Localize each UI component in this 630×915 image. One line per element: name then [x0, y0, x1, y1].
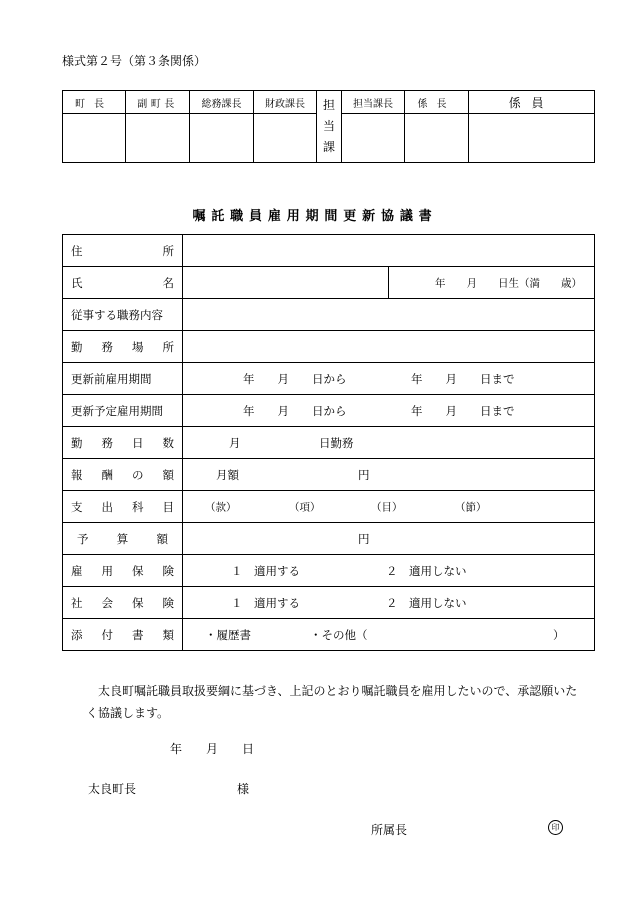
budget-kan: （款） — [205, 501, 237, 513]
label-text: 従事する職務内容 — [71, 307, 163, 322]
label-char: 支 — [71, 499, 83, 514]
form-row-previous-period — [63, 363, 595, 395]
row-label — [63, 267, 183, 299]
form-row-address — [63, 235, 595, 267]
period-to: 年 月 日まで — [411, 403, 515, 418]
approval-header-chief — [405, 91, 469, 114]
approval-header-label: 副町長 — [137, 98, 178, 110]
work-days: 日勤務 — [319, 435, 354, 450]
department-head-label: 所属長 — [371, 823, 408, 837]
label-text — [71, 435, 174, 451]
budget-setsu: （節） — [455, 501, 487, 513]
form-row-workplace — [63, 331, 595, 363]
label-char: の — [132, 467, 144, 482]
label-char: 所 — [162, 339, 174, 354]
form-table — [62, 234, 595, 651]
period-from: 年 月 日から — [243, 403, 347, 418]
label-char: 算 — [116, 531, 129, 546]
attachments-field[interactable] — [183, 619, 595, 651]
stamp-box[interactable] — [405, 114, 469, 163]
row-label — [63, 299, 183, 331]
stamp-box[interactable] — [469, 114, 595, 163]
label-char: 名 — [162, 275, 174, 290]
label-char: 書 — [132, 627, 144, 642]
row-label — [63, 587, 183, 619]
stamp-box[interactable] — [342, 114, 405, 163]
budget-kou: （項） — [289, 501, 321, 513]
approval-table — [62, 90, 595, 163]
label-char: 保 — [132, 595, 144, 610]
approval-header-town-head — [63, 91, 126, 114]
label-char: 日 — [132, 435, 144, 450]
work-month: 月 — [229, 435, 241, 450]
label-char: 予 — [77, 531, 89, 546]
social-insurance-field[interactable] — [183, 587, 595, 619]
approval-header-label: 係員 — [508, 95, 555, 110]
label-text — [71, 595, 174, 611]
row-label — [63, 363, 183, 395]
period-from: 年 月 日から — [243, 371, 347, 386]
label-text — [71, 339, 174, 355]
form-row-social-insurance — [63, 587, 595, 619]
approval-header-label: 係長 — [417, 98, 456, 110]
vertical-char: 担 — [322, 98, 335, 112]
label-char: 場 — [132, 339, 144, 354]
approval-header-label: 総務課長 — [201, 98, 242, 110]
stamp-box[interactable] — [190, 114, 254, 163]
approval-header-label: 担当課長 — [353, 98, 393, 110]
label-char: 数 — [162, 435, 174, 450]
label-char: 額 — [162, 467, 174, 482]
label-char: 会 — [101, 595, 113, 610]
label-text — [71, 627, 174, 643]
employment-insurance-field[interactable] — [183, 555, 595, 587]
row-label — [63, 235, 183, 267]
approval-header-deputy-head — [126, 91, 190, 114]
name-field[interactable] — [183, 267, 389, 299]
row-label — [63, 619, 183, 651]
planned-period-field[interactable] — [183, 395, 595, 427]
form-row-budget-item — [63, 491, 595, 523]
row-label — [63, 555, 183, 587]
form-row-planned-period — [63, 395, 595, 427]
approval-header-finance — [254, 91, 317, 114]
label-char: 務 — [101, 435, 113, 450]
option-not-apply[interactable]: ２ 適用しない — [386, 595, 467, 610]
form-row-duties — [63, 299, 595, 331]
label-char: 務 — [101, 339, 113, 354]
approval-header-label: 財政課長 — [265, 98, 305, 110]
row-label — [63, 427, 183, 459]
honorific: 様 — [237, 782, 250, 796]
row-label — [63, 331, 183, 363]
label-char: 類 — [162, 627, 174, 642]
workplace-field[interactable] — [183, 331, 595, 363]
label-char: 目 — [162, 499, 174, 514]
budget-moku: （目） — [371, 501, 403, 513]
period-to: 年 月 日まで — [411, 371, 515, 386]
budget-item-field[interactable] — [183, 491, 595, 523]
form-number: 様式第２号（第３条関係） — [62, 54, 207, 68]
birthdate-text: 年 月 日生（満 歳） — [435, 277, 582, 289]
stamp-box[interactable] — [254, 114, 317, 163]
label-char: 勤 — [71, 435, 83, 450]
label-text: 更新予定雇用期間 — [71, 403, 163, 418]
approval-vertical-label — [317, 91, 342, 163]
label-text — [71, 467, 174, 483]
work-days-field[interactable] — [183, 427, 595, 459]
attachment-other: ・その他（ — [310, 627, 368, 642]
form-row-employment-insurance — [63, 555, 595, 587]
option-not-apply[interactable]: ２ 適用しない — [386, 563, 467, 578]
label-char: 氏 — [71, 275, 83, 290]
label-char: 雇 — [71, 563, 83, 578]
previous-period-field[interactable] — [183, 363, 595, 395]
row-label — [63, 491, 183, 523]
approval-header-staff — [469, 91, 595, 114]
row-label — [63, 459, 183, 491]
label-char: 用 — [101, 563, 113, 578]
form-row-budget-amount — [63, 523, 595, 555]
vertical-char: 課 — [322, 140, 335, 154]
option-apply[interactable]: １ 適用する — [231, 563, 300, 578]
label-char: 勤 — [71, 339, 83, 354]
remuneration-field[interactable] — [183, 459, 595, 491]
yen-unit: 円 — [358, 467, 370, 482]
stamp-box[interactable] — [63, 114, 126, 163]
label-char: 所 — [162, 243, 174, 258]
row-label — [63, 523, 183, 555]
attachment-close-paren: ） — [553, 627, 565, 642]
label-text — [71, 563, 174, 579]
label-char: 付 — [101, 627, 113, 642]
label-text — [71, 499, 174, 515]
label-char: 添 — [71, 627, 83, 642]
label-char: 険 — [162, 563, 174, 578]
label-text: 更新前雇用期間 — [71, 371, 152, 386]
label-char: 出 — [101, 499, 113, 514]
label-char: 険 — [162, 595, 174, 610]
approval-header-label: 町長 — [75, 98, 113, 110]
attachment-resume: ・履歴書 — [205, 627, 251, 642]
budget-amount-field[interactable] — [183, 523, 595, 555]
monthly-label: 月額 — [216, 467, 239, 482]
date-line: 年 月 日 — [170, 742, 255, 756]
vertical-char: 当 — [322, 119, 335, 133]
label-char: 酬 — [101, 467, 113, 482]
label-text — [71, 531, 174, 547]
label-char: 報 — [71, 467, 83, 482]
birthdate-field[interactable] — [389, 267, 595, 299]
approval-header-general-affairs — [190, 91, 254, 114]
stamp-box[interactable] — [126, 114, 190, 163]
label-text — [71, 275, 174, 291]
label-char: 科 — [132, 499, 144, 514]
label-char: 住 — [71, 243, 83, 258]
row-label — [63, 395, 183, 427]
form-row-attachments — [63, 619, 595, 651]
form-row-work-days — [63, 427, 595, 459]
document-title: 嘱託職員雇用期間更新協議書 — [192, 209, 438, 224]
address-field[interactable] — [183, 235, 595, 267]
label-char: 保 — [132, 563, 144, 578]
label-text — [71, 243, 174, 259]
label-char: 額 — [156, 531, 168, 546]
form-row-remuneration — [63, 459, 595, 491]
form-row-name — [63, 267, 595, 299]
label-char: 社 — [71, 595, 83, 610]
approval-header-section-head — [342, 91, 405, 114]
option-apply[interactable]: １ 適用する — [231, 595, 300, 610]
yen-unit: 円 — [358, 531, 370, 546]
addressee: 太良町長 — [88, 782, 137, 796]
seal-icon: 印 — [548, 820, 563, 835]
body-text: 太良町嘱託職員取扱要綱に基づき、上記のとおり嘱託職員を雇用したいので、承認願いたく協議します。 — [86, 684, 578, 720]
duties-field[interactable] — [183, 299, 595, 331]
